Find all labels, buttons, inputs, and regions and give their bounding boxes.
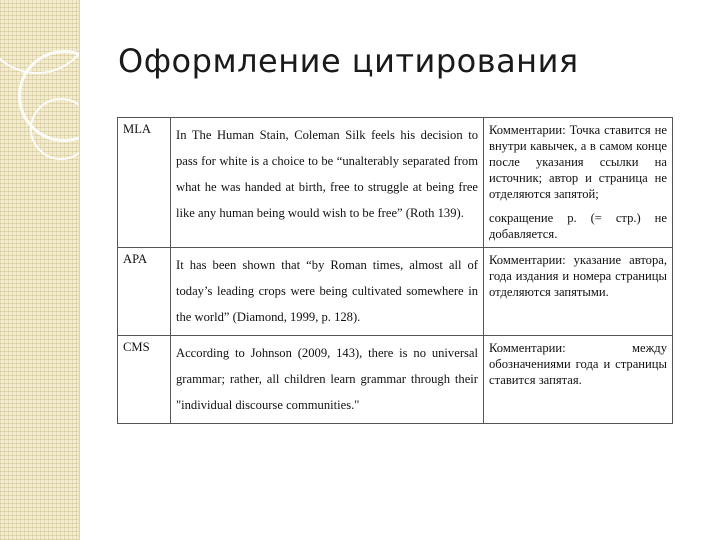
table-row-cms bbox=[118, 336, 673, 424]
table-row-apa bbox=[118, 248, 673, 336]
citation-style-cell: MLA bbox=[118, 118, 171, 248]
comment-cell bbox=[484, 336, 673, 424]
citation-style-cell: CMS bbox=[118, 336, 171, 424]
slide-title: Оформление цитирования bbox=[118, 42, 579, 80]
example-cell: According to Johnson (2009, 143), there is no universal grammar; rather, all children learn grammar through their "individual discourse communities." bbox=[171, 336, 484, 424]
comment-extra-text: сокращение p. (= стр.) не добавляется. bbox=[489, 211, 667, 241]
citation-table bbox=[117, 117, 673, 424]
citation-style-cell: APA bbox=[118, 248, 171, 336]
comment-cell bbox=[484, 118, 673, 248]
comment-text: Комментарии: Точка ставится не внутри кавычек, а в самом конце после указания ссылки на источник; автор и страница не отделяются запятой; bbox=[489, 123, 667, 201]
comment-cell bbox=[484, 248, 673, 336]
example-cell: In The Human Stain, Coleman Silk feels his decision to pass for white is a choice to be “unalterably separated from what he was handed at birth, free to struggle at being free like any human being would wish to be free” (Roth 139). bbox=[171, 118, 484, 248]
comment-text: Комментарии: между обозначениями года и страницы ставится запятая. bbox=[489, 341, 667, 387]
table-row-mla bbox=[118, 118, 673, 248]
comment-text: Комментарии: указание автора, года издания и номера страницы отделяются запятыми. bbox=[489, 253, 667, 299]
example-cell: It has been shown that “by Roman times, almost all of today’s leading crops were being cultivated somewhere in the world” (Diamond, 1999, p. 128). bbox=[171, 248, 484, 336]
decorative-circle bbox=[30, 98, 92, 160]
decorative-side-strip bbox=[0, 0, 80, 540]
